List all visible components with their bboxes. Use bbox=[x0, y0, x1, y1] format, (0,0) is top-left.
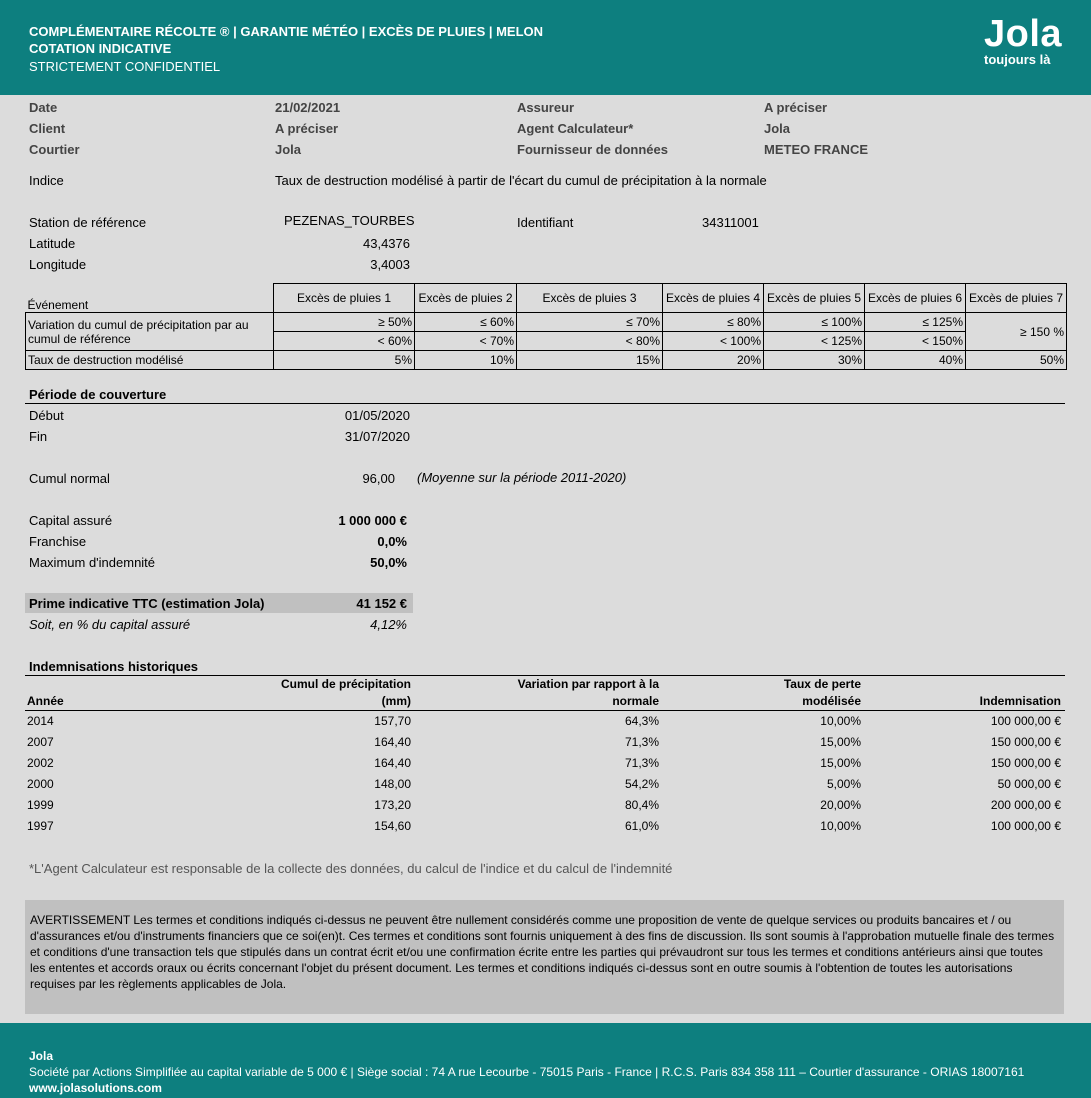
col-var-l1: Variation par rapport à la bbox=[517, 677, 659, 691]
row-annee: 2014 bbox=[27, 714, 54, 729]
event-taux-1: 5% bbox=[274, 351, 415, 370]
row-taux: 20,00% bbox=[820, 798, 861, 812]
col-annee: Année bbox=[27, 694, 64, 708]
col-taux-l1: Taux de perte bbox=[783, 677, 861, 691]
event-taux-5: 30% bbox=[764, 351, 865, 370]
event-taux-2: 10% bbox=[415, 351, 517, 370]
row-taux: 10,00% bbox=[820, 714, 861, 729]
courtier-value: Jola bbox=[275, 142, 302, 157]
identifiant-label: Identifiant bbox=[517, 215, 574, 230]
event-taux-3: 15% bbox=[517, 351, 663, 370]
indemn-title: Indemnisations historiques bbox=[29, 659, 199, 674]
soit-value: 4,12% bbox=[370, 617, 407, 632]
page-header bbox=[0, 0, 1091, 95]
table-row bbox=[25, 732, 1065, 753]
logo-name: Jola bbox=[984, 13, 1063, 55]
event-high-3: < 80% bbox=[517, 332, 663, 351]
header-title: COMPLÉMENTAIRE RÉCOLTE ® | GARANTIE MÉTÉO | EXCÈS DE PLUIES | MELON bbox=[29, 24, 544, 39]
row-var: 71,3% bbox=[624, 756, 659, 770]
cumul-note: (Moyenne sur la période 2011-2020) bbox=[417, 470, 627, 485]
latitude-label: Latitude bbox=[29, 236, 76, 251]
col-taux-l2: modélisée bbox=[802, 694, 861, 708]
event-high-1: < 60% bbox=[274, 332, 415, 351]
table-row bbox=[25, 753, 1065, 774]
row-var: 80,4% bbox=[624, 798, 659, 812]
indice-value: Taux de destruction modélisé à partir de l'écart du cumul de précipitation à la normale bbox=[275, 173, 767, 188]
courtier-label: Courtier bbox=[29, 142, 80, 157]
event-high-2: < 70% bbox=[415, 332, 517, 351]
row-cumul: 154,60 bbox=[374, 819, 411, 833]
longitude-value: 3,4003 bbox=[370, 257, 410, 272]
row-annee: 1997 bbox=[27, 819, 54, 833]
row-taux: 15,00% bbox=[820, 756, 861, 770]
col-cumul-l2: (mm) bbox=[381, 694, 411, 708]
coverage-divider bbox=[25, 403, 1065, 404]
event-header-7: Excès de pluies 7 bbox=[966, 284, 1067, 313]
event-header-3: Excès de pluies 3 bbox=[517, 284, 663, 313]
franchise-value: 0,0% bbox=[377, 534, 407, 549]
row-annee: 2000 bbox=[27, 777, 54, 791]
date-value: 21/02/2021 bbox=[275, 100, 341, 115]
assureur-value: A préciser bbox=[764, 100, 828, 115]
capital-label: Capital assuré bbox=[29, 513, 113, 528]
event-header-2: Excès de pluies 2 bbox=[415, 284, 517, 313]
row-annee: 2002 bbox=[27, 756, 54, 770]
event-low-6: ≤ 125% bbox=[865, 313, 966, 332]
col-cumul-l1: Cumul de précipitation bbox=[280, 677, 411, 691]
station-label: Station de référence bbox=[29, 215, 147, 230]
row-annee: 1999 bbox=[27, 798, 54, 812]
table-row bbox=[25, 795, 1065, 816]
event-high-4: < 100% bbox=[663, 332, 764, 351]
row-indem: 200 000,00 € bbox=[990, 798, 1061, 812]
debut-label: Début bbox=[29, 408, 64, 423]
col-var-l2: normale bbox=[612, 694, 659, 708]
taux-label: Taux de destruction modélisé bbox=[26, 351, 274, 370]
row-var: 71,3% bbox=[624, 735, 659, 749]
row-indem: 50 000,00 € bbox=[997, 777, 1061, 791]
event-high-5: < 125% bbox=[764, 332, 865, 351]
row-indem: 100 000,00 € bbox=[990, 819, 1061, 833]
table-row bbox=[25, 711, 1065, 732]
event-low-4: ≤ 80% bbox=[663, 313, 764, 332]
coverage-title: Période de couverture bbox=[29, 387, 167, 402]
row-annee: 2007 bbox=[27, 735, 54, 749]
row-taux: 15,00% bbox=[820, 735, 861, 749]
event-taux-4: 20% bbox=[663, 351, 764, 370]
row-cumul: 164,40 bbox=[374, 756, 411, 770]
latitude-value: 43,4376 bbox=[363, 236, 410, 251]
agent-value: Jola bbox=[764, 121, 791, 136]
row-var: 61,0% bbox=[624, 819, 659, 833]
date-label: Date bbox=[29, 100, 58, 115]
variation-label: Variation du cumul de précipitation par au cumul de référence bbox=[26, 313, 274, 351]
event-header-5: Excès de pluies 5 bbox=[764, 284, 865, 313]
event-taux-6: 40% bbox=[865, 351, 966, 370]
max-label: Maximum d'indemnité bbox=[29, 555, 156, 570]
jola-logo bbox=[984, 14, 1062, 67]
event-low-2: ≤ 60% bbox=[415, 313, 517, 332]
page-footer bbox=[0, 1023, 1091, 1098]
row-var: 64,3% bbox=[624, 714, 659, 729]
fin-value: 31/07/2020 bbox=[344, 429, 410, 444]
assureur-label: Assureur bbox=[517, 100, 575, 115]
capital-value: 1 000 000 € bbox=[338, 513, 407, 528]
client-value: A préciser bbox=[275, 121, 339, 136]
row-cumul: 148,00 bbox=[374, 777, 411, 791]
event-header-6: Excès de pluies 6 bbox=[865, 284, 966, 313]
event-taux-7: 50% bbox=[966, 351, 1067, 370]
cumul-label: Cumul normal bbox=[29, 471, 110, 486]
event-label: Événement bbox=[26, 284, 274, 313]
cumul-value: 96,00 bbox=[362, 471, 395, 486]
agent-note: *L'Agent Calculateur est responsable de la collecte des données, du calcul de l'indice et du calcul de l'indemnité bbox=[29, 861, 673, 876]
row-var: 54,2% bbox=[624, 777, 659, 791]
document-body bbox=[0, 95, 1091, 1023]
prime-value: 41 152 € bbox=[356, 596, 407, 611]
header-confidential: STRICTEMENT CONFIDENTIEL bbox=[29, 59, 221, 74]
table-row bbox=[25, 816, 1065, 837]
event-low-5: ≤ 100% bbox=[764, 313, 865, 332]
soit-label: Soit, en % du capital assuré bbox=[29, 617, 191, 632]
client-label: Client bbox=[29, 121, 66, 136]
event-header-1: Excès de pluies 1 bbox=[274, 284, 415, 313]
warning-box: AVERTISSEMENT Les termes et conditions indiqués ci-dessus ne peuvent être nullement considérés comme une proposition de vente de quelque services ou produits bancaires et / ou d'assurances et/ou d'instruments financiers que ce soi(en)t. Ces termes et conditions sont fournis uniquement à des fins de discussion. Ils sont soumis à l'approbation mutuelle finale des termes et conditions d'une transaction tels que stipulés dans un contrat écrit et/ou une confirmation écrite entre les parties qui prévaudront sur tous les termes et conditions antérieurs ainsi que toutes les ententes et accords oraux ou écrits concernant l'objet du présent document. Les termes et conditions indiqués ci-dessus sont en outre soumis à l'obtention de toutes les autorisations requises par les règlements applicables de Jola. bbox=[25, 900, 1064, 1014]
fournisseur-value: METEO FRANCE bbox=[764, 142, 868, 157]
franchise-label: Franchise bbox=[29, 534, 87, 549]
logo-tagline: toujours là bbox=[984, 52, 1051, 67]
header-subtitle: COTATION INDICATIVE bbox=[29, 41, 172, 56]
event-high-6: < 150% bbox=[865, 332, 966, 351]
row-cumul: 173,20 bbox=[374, 798, 411, 812]
col-indem: Indemnisation bbox=[979, 694, 1061, 708]
row-cumul: 164,40 bbox=[374, 735, 411, 749]
indemn-table bbox=[25, 675, 1065, 837]
footer-legal: Société par Actions Simplifiée au capital variable de 5 000 € | Siège social : 74 A rue Lecourbe - 75015 Paris - France | R.C.S. Paris 834 358 111 – Courtier d'assurance - ORIAS 18007161 bbox=[29, 1065, 1025, 1079]
footer-company: Jola bbox=[29, 1049, 54, 1063]
prime-label: Prime indicative TTC (estimation Jola) bbox=[29, 596, 265, 611]
event-single-7: ≥ 150 % bbox=[966, 313, 1067, 351]
event-low-1: ≥ 50% bbox=[274, 313, 415, 332]
max-value: 50,0% bbox=[370, 555, 407, 570]
table-row bbox=[25, 774, 1065, 795]
event-low-3: ≤ 70% bbox=[517, 313, 663, 332]
fin-label: Fin bbox=[29, 429, 48, 444]
footer-website-link[interactable]: www.jolasolutions.com bbox=[29, 1081, 162, 1095]
event-header-4: Excès de pluies 4 bbox=[663, 284, 764, 313]
events-table bbox=[25, 283, 1067, 370]
row-indem: 100 000,00 € bbox=[990, 714, 1061, 729]
agent-label: Agent Calculateur* bbox=[517, 121, 634, 136]
row-taux: 5,00% bbox=[826, 777, 861, 791]
indice-label: Indice bbox=[29, 173, 64, 188]
debut-value: 01/05/2020 bbox=[344, 408, 410, 423]
longitude-label: Longitude bbox=[29, 257, 87, 272]
row-indem: 150 000,00 € bbox=[990, 756, 1061, 770]
row-taux: 10,00% bbox=[820, 819, 861, 833]
row-indem: 150 000,00 € bbox=[990, 735, 1061, 749]
row-cumul: 157,70 bbox=[374, 714, 411, 729]
identifiant-value: 34311001 bbox=[702, 215, 759, 230]
station-value: PEZENAS_TOURBES bbox=[284, 213, 415, 228]
fournisseur-label: Fournisseur de données bbox=[517, 142, 668, 157]
